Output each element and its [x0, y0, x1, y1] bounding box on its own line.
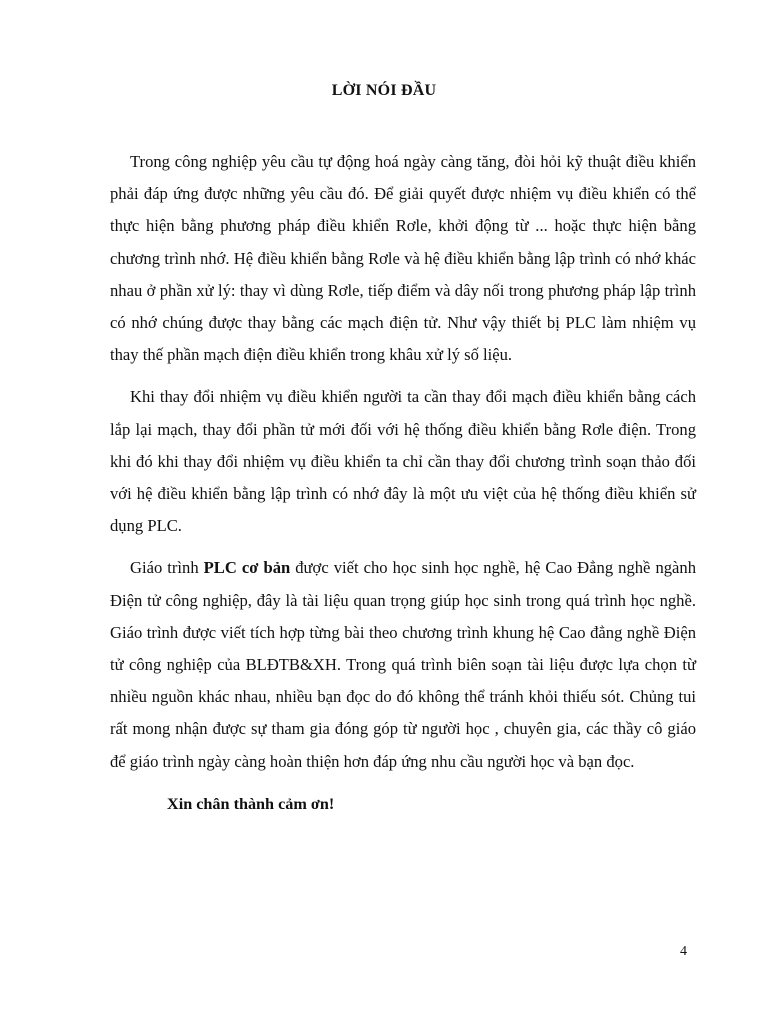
closing-thanks: Xin chân thành cảm ơn!	[167, 794, 335, 813]
page-number: 4	[680, 944, 687, 959]
paragraph-3	[110, 552, 696, 777]
body-text	[110, 146, 696, 820]
paragraph-3-rest: được viết cho học sinh học nghề, hệ Cao Đẳng nghề ngành Điện tử công nghiệp, đây là tài liệu quan trọng giúp học sinh trong quá trình học nghề. Giáo trình được viết tích hợp từng bài theo chương trình khung hệ Cao đẳng nghề Điện tử công nghiệp của BLĐTB&XH. Trong quá trình biên soạn tài liệu được lựa chọn từ nhiều nguồn khác nhau, nhiều bạn đọc do đó không thể tránh khỏi thiếu sót. Chủng tui rất mong nhận được sự tham gia đóng góp từ người học , chuyên gia, các thầy cô giáo để giáo trình ngày càng hoàn thiện hơn đáp ứng nhu cầu người học và bạn đọc.	[110, 558, 696, 771]
paragraph-2: Khi thay đổi nhiệm vụ điều khiển người ta cần thay đổi mạch điều khiển bằng cách lắp lại mạch, thay đổi phần tử mới đối với hệ thống điều khiển bằng Rơle điện. Trong khi đó khi thay đổi nhiệm vụ điều khiển ta chỉ cần thay đổi chương trình soạn thảo đối với hệ điều khiển bằng lập trình có nhớ đây là một ưu việt của hệ thống điều khiển sử dụng PLC.	[110, 387, 696, 536]
paragraph-1: Trong công nghiệp yêu cầu tự động hoá ngày càng tăng, đòi hỏi kỹ thuật điều khiển phải đáp ứng được những yêu cầu đó. Để giải quyết được nhiệm vụ điều khiển có thể thực hiện bằng phương pháp điều khiển Rơle, khởi động từ ... hoặc thực hiện bằng chương trình nhớ. Hệ điều khiển bằng Rơle và hệ điều khiển bằng lập trình có nhớ khác nhau ở phần xử lý: thay vì dùng Rơle, tiếp điểm và dây nối trong phương pháp lập trình có nhớ chúng được thay bằng các mạch điện tử. Như vậy thiết bị PLC làm nhiệm vụ thay thế phần mạch điện điều khiển trong khâu xử lý số liệu.	[110, 152, 696, 365]
page-title: LỜI NÓI ĐẦU	[331, 82, 437, 99]
course-title-bold: PLC cơ bản	[203, 558, 291, 578]
paragraph-3-intro: Giáo trình	[130, 558, 204, 578]
